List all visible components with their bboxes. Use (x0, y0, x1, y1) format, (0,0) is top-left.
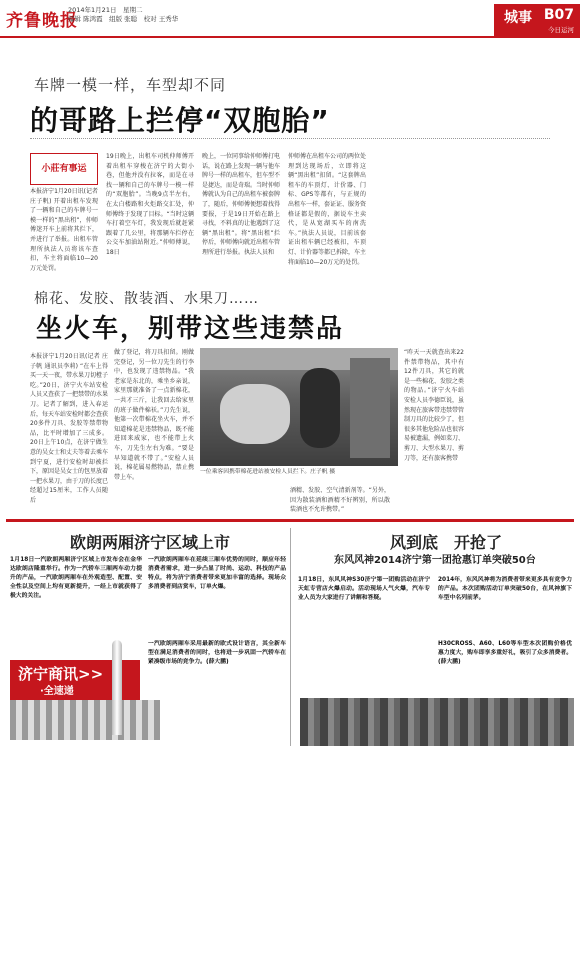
story1-headline: 的哥路上拦停“双胞胎” (30, 104, 330, 137)
ad-left-text: 一汽欧朗两厢车在延续三厢车优势的同时，顺应年轻消费者需求，进一步凸显了时尚、运动、科技的产品特点，将为济宁消费者带来更加丰富的选择。现场众多消费者到店赏车，订单火爆。 (148, 557, 286, 590)
page-number: B07 (543, 7, 574, 23)
ad-divider (290, 528, 291, 746)
ad-left-text: 1月18日一汽欧朗两厢济宁区域上市发布会在金华达欧朗店隆重举行。作为一汽轿车三厢两车动力提升的产品，一汽欧朗两厢车在外观造型、配置、安全性以及空间上均有更新提升，一经上市就获得了极大的关注。 (10, 557, 142, 599)
ad-right-headline: 风到底 开抢了 (390, 533, 503, 552)
story1-column: 仲师傅在出租车公司的两位处理到达现场后，立即将这辆“黑出租”扣留。“这套牌出租车的车顶灯、计价器、门标、GPS等都有，与正规的出租车一样，套证证、服务资格证都是假的，据说车主卖代，是从宽湖买车的南洗车。”执法人员说，目前该套证出租车辆已经被扣，车顶灯、计价器等都已拆除，车主将面临10—20万元的处罚。 (288, 153, 366, 266)
photo-caption: 一位乘客因携带棉花进站被安检人员拦下。庄子帆 摄 (200, 469, 336, 475)
editors-line: 编辑 陈鸿霞 组版 张聪 校对 王秀华 (68, 15, 179, 23)
section-subtitle: 今日运河 (548, 26, 574, 34)
city-skyline-image (10, 700, 160, 740)
ad-left-text: 一汽欧朗两厢车采用最新的欧式设计语言，其全新车型在满足消费者的同时，也将进一步巩固一汽轿车在紧凑级市场的竞争力。(薛大鹏) (148, 641, 286, 665)
section-name: 城事 (504, 10, 532, 26)
story2-column: 做了登记，将刀具扣留。刚做完登记，另一位刀先生的行李中，也发现了违禁物品。“我老家是东北的，乘坐乡亲说，家里那就准备了一点新棉花，一共才三斤，让我回去给家里的班子做件棉袄。”刀先生说，他第一次带棉花坐火车，并不知道棉花是违禁物品，既不能进回来威家，也不能带上火车，刀先生左右为难。“要是早知道就不带了。”安检人员说，棉花属易燃物品，禁止携带上车。 (114, 349, 194, 481)
dotted-divider (30, 138, 550, 139)
story1-column: 19日晚上，出租车司机仲师傅开着出租车穿梭在济宁的大街小巷，但他并没有拉客，而是在寻找一辆和自己的车牌号一模一样的“双胞胎”。当晚9点半左右，在太白楼路和火炬路交汇处，仲师傅终于发现了目标。“当时这辆车打着空车灯，我发现后就赶紧跟着了几公里，将那辆车拦停在公交车加油站附近。”仲师傅说，18日 (106, 153, 194, 256)
story1-column: 本报济宁1月20日讯(记者 庄子帆) 开着出租车发现了一辆和自己的车牌号一模一样的“黑出租”，仲师傅迷开车上前将其拦下，并进行了举报。出租车管理所执法人员将该车查扣，车主将面临10—20万元处罚。 (30, 188, 98, 272)
issue-date: 2014年1月21日 星期二 (68, 6, 143, 14)
story1-column: 晚上，一位同事给仲师傅打电话，说在路上发现一辆与他车牌号一样的出租车，但车型不是捷达，而是奇瑞。当时仲师傅就认为自己的出租车被套牌了，随后，仲师傅便想着找得要报，于是19日开始在路上寻找，不料真的让他遇到了这辆“黑出租”。将“黑出租”拦停后，仲师傅向就近出租车管理所进行举报。执法人员和 (202, 153, 280, 256)
masthead-rule (0, 36, 580, 38)
ad-right-subhead: 东风风神2014济宁第一团抢惠订单突破50台 (334, 555, 536, 566)
newspaper-logo: 齐鲁晚报 (6, 11, 78, 31)
brand-title: 济宁商讯>> (18, 665, 104, 683)
blank-area (0, 750, 580, 980)
story2-headline: 坐火车，别带这些违禁品 (36, 314, 345, 344)
ad-section-rule (6, 519, 574, 522)
story1-subhead: 车牌一模一样，车型却不同 (34, 76, 227, 94)
section-tab (494, 4, 580, 36)
ad-right-text: 1月18日，东风风神S30济宁第一团购活动在济宁天虹专营店火爆启动。活动现场人气火爆，汽车专业人员为大家进行了讲解和答疑。 (298, 577, 430, 601)
tower-image (112, 640, 122, 735)
news-photo (200, 348, 398, 466)
story2-column: 本报济宁1月20日讯(记者 庄子帆 通讯员李莉) “在车上得买一天一夜，带水果刀切橙子吃。”20日，济宁火车站安检人员又查获了一把禁带的水果刀。记者了解到，进入春运后，每天车站安检时都会查获20多件刀具、发胶等禁带物品，比平时增加了三成多。20日上午10点，在济宁做生意的吴女士和丈夫等着去乘车到宁夏，进行安检时却被拦下，原因是吴女士的包里放着一把水果刀，由于刀的长度已经超过15厘米，工作人员随后 (30, 353, 108, 504)
ad-right-text: 2014年，东风风神将为消费者带来更多具有竞争力的产品。本次团购活动订单突破50台，在风神旗下车型中名列前茅。 (438, 577, 572, 601)
building-image (300, 698, 574, 746)
story2-subhead: 棉花、发胶、散装酒、水果刀…… (34, 291, 259, 307)
story2-column: “昨天一天就查出来22件禁带物品，其中有12件刀具，其它的就是一些棉花、发胶之类的物品。”济宁火车站安检人员李德臣说，虽然现在旅客带违禁带管制刀具的比较少了，但很多其他危险品也很容易被遗漏，例如菜刀、剪刀、大型水果刀、剪刀等，还有旅客携带 (404, 349, 464, 462)
brand-subtitle: ·全速递 (40, 686, 74, 697)
ad-left-headline: 欧朗两厢济宁区域上市 (70, 533, 231, 552)
ad-right-text: H30CROSS、A60、L60等车型本次团购价格优惠力度大，购车即享多重好礼，吸引了众多消费者。(薛大鹏) (438, 641, 572, 665)
story2-column: 酒精、发胶、空气清新剂等。“另外，因为散装酒和酒精不好辨别，所以散装酒也不允许携带。” (290, 487, 390, 514)
column-logo: 小莊有事运 (30, 153, 98, 185)
